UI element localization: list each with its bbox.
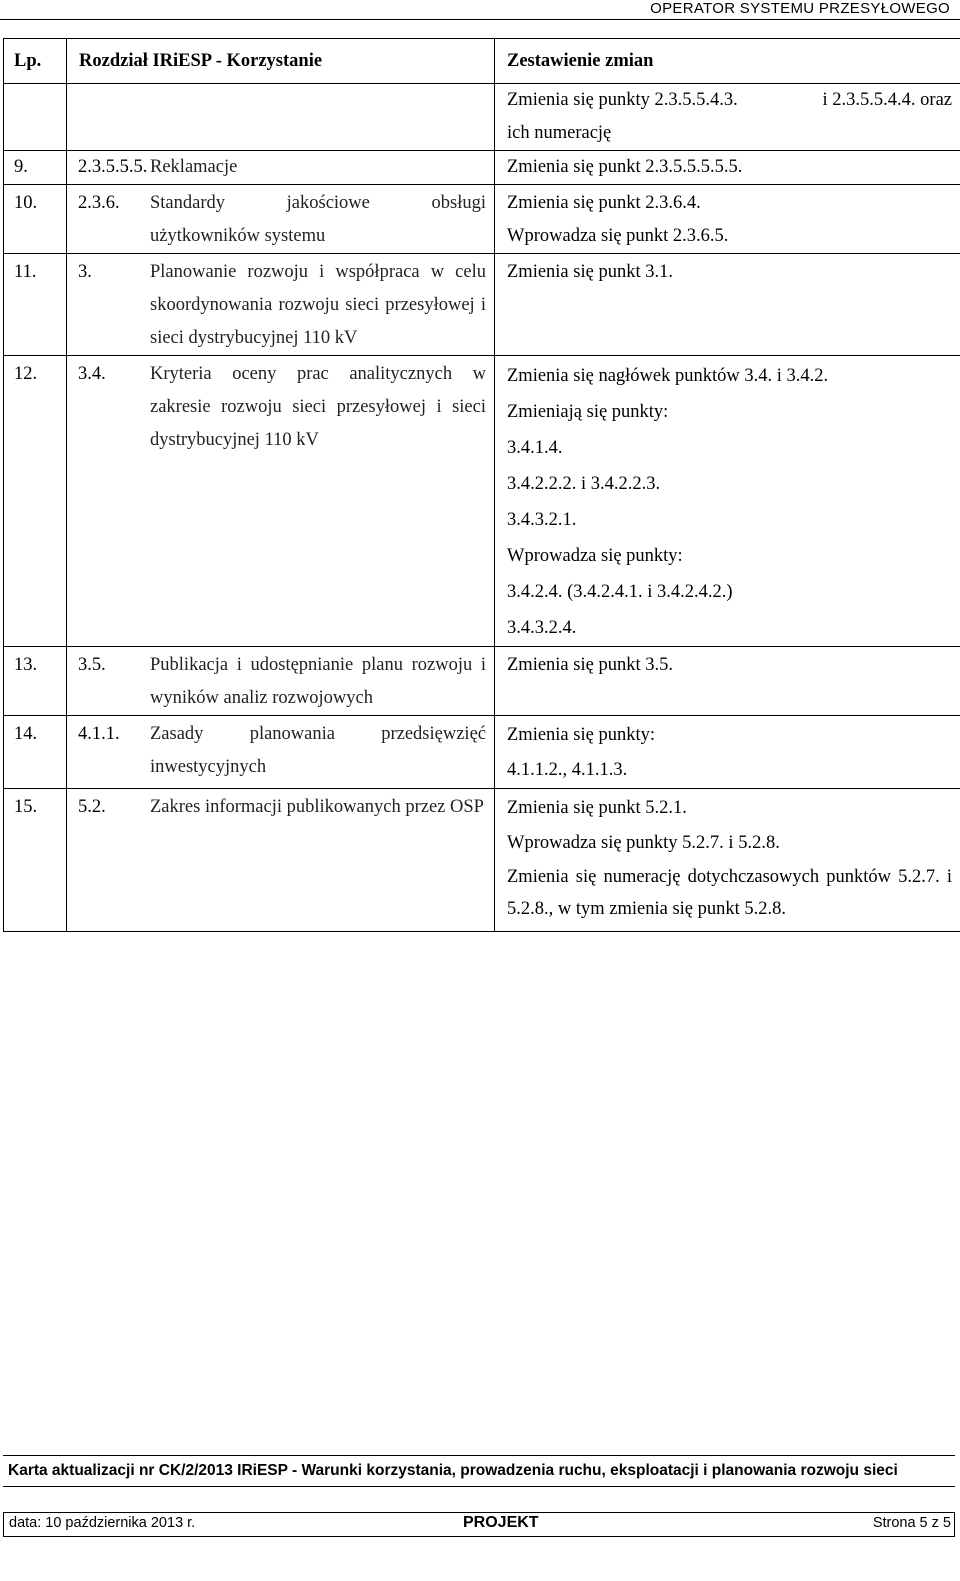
change-line: Zmienia się punkt 3.1. [507,262,673,282]
section-number: 3.5. [78,655,106,675]
changes-table [3,38,960,932]
cell-changes [495,716,960,789]
cell-chapter [67,716,495,789]
change-line: Zmienia się numerację dotychczasowych punktów 5.2.7. i 5.2.8., w tym zmienia się punkt 5.2.8. [507,867,952,919]
change-line [507,84,952,117]
footer-date: data: 10 października 2013 r. [9,1515,196,1531]
section-number: 5.2. [78,797,106,817]
cell-changes [495,647,960,716]
change-line: 3.4.1.4. [507,438,563,458]
cell-changes [495,151,960,185]
cell-lp: 15. [4,789,67,932]
cell-changes [495,185,960,254]
cell-lp: 10. [4,185,67,254]
page-header [0,0,960,22]
footer-title: Karta aktualizacji nr CK/2/2013 IRiESP - Warunki korzystania, prowadzenia ruchu, eksploatacji i planowania rozwoju sieci [8,1462,898,1479]
change-line: Zmienia się punkt 5.2.1. [507,798,687,818]
change-line: Wprowadza się punkty 5.2.7. i 5.2.8. [507,833,780,853]
table-header-row [4,39,960,84]
table-row [4,151,960,185]
cell-lp: 11. [4,254,67,356]
cell-lp: 14. [4,716,67,789]
table-row [4,356,960,647]
cell-lp: 9. [4,151,67,185]
cell-changes [495,789,960,932]
header-lp: Lp. [4,39,67,84]
cell-lp: 12. [4,356,67,647]
table-row [4,716,960,789]
section-number: 3.4. [78,364,106,384]
cell-changes [495,254,960,356]
section-title: Publikacja i udostępnianie planu rozwoju i wyników analiz rozwojowych [150,655,486,708]
cell-chapter [67,84,495,151]
change-line: 3.4.3.2.1. [507,510,577,530]
change-line: Zmienia się punkt 3.5. [507,655,673,675]
cell-changes [495,356,960,647]
change-text: i 2.3.5.5.4.4. oraz [822,90,952,110]
change-line: Zmienia się nagłówek punktów 3.4. i 3.4.2. [507,366,829,386]
cell-chapter [67,356,495,647]
change-line: Zmienia się punkty: [507,725,655,745]
footer-rule [3,1486,955,1487]
footer-row-bottom [3,1536,955,1537]
cell-changes [495,84,960,151]
table-row [4,647,960,716]
change-line: 4.1.1.2., 4.1.1.3. [507,760,628,780]
table-row [4,84,960,151]
change-line: Zmienia się punkt 2.3.5.5.5.5.5. [507,157,743,177]
section-title: Zasady planowania przedsięwzięć inwestycyjnych [150,724,486,777]
header-changes: Zestawienie zmian [495,39,960,84]
cell-chapter [67,789,495,932]
change-line: Wprowadza się punkt 2.3.6.5. [507,226,729,246]
section-number: 3. [78,262,92,282]
header-rule [0,19,960,20]
section-title: Planowanie rozwoju i współpraca w celu skoordynowania rozwoju sieci przesyłowej i sieci dystrybucyjnej 110 kV [150,262,486,348]
section-number: 2.3.5.5.5. [78,157,148,177]
footer-border-right [954,1512,955,1536]
footer-info-row [3,1512,955,1536]
cell-chapter [67,151,495,185]
cell-chapter [67,185,495,254]
change-line: ich numerację [507,123,612,143]
table-row [4,254,960,356]
change-line: 3.4.2.4. (3.4.2.4.1. i 3.4.2.4.2.) [507,582,733,602]
change-line: 3.4.2.2.2. i 3.4.2.2.3. [507,474,661,494]
footer-row-top [3,1512,955,1513]
cell-lp [4,84,67,151]
section-number: 4.1.1. [78,724,120,744]
cell-lp: 13. [4,647,67,716]
change-line: 3.4.3.2.4. [507,618,577,638]
table-row [4,789,960,932]
header-title: OPERATOR SYSTEMU PRZESYŁOWEGO [650,0,950,17]
section-title: Reklamacje [150,157,238,177]
change-line: Zmieniają się punkty: [507,402,669,422]
header-chapter: Rozdział IRiESP - Korzystanie [67,39,495,84]
cell-chapter [67,254,495,356]
footer-status: PROJEKT [463,1514,539,1531]
change-text: Zmienia się punkty 2.3.5.5.4.3. [507,90,738,110]
section-title: Zakres informacji publikowanych przez OSP [150,797,484,817]
footer-page: Strona 5 z 5 [872,1515,951,1531]
footer-border-left [3,1512,4,1536]
section-number: 2.3.6. [78,193,120,213]
change-line: Wprowadza się punkty: [507,546,683,566]
footer-top-rule [3,1455,955,1456]
change-line: Zmienia się punkt 2.3.6.4. [507,193,701,213]
cell-chapter [67,647,495,716]
table-row [4,185,960,254]
section-title: Standardy jakościowe obsługi użytkowników systemu [150,193,486,246]
section-title: Kryteria oceny prac analitycznych w zakresie rozwoju sieci przesyłowej i sieci dystrybucyjnej 110 kV [150,364,486,450]
